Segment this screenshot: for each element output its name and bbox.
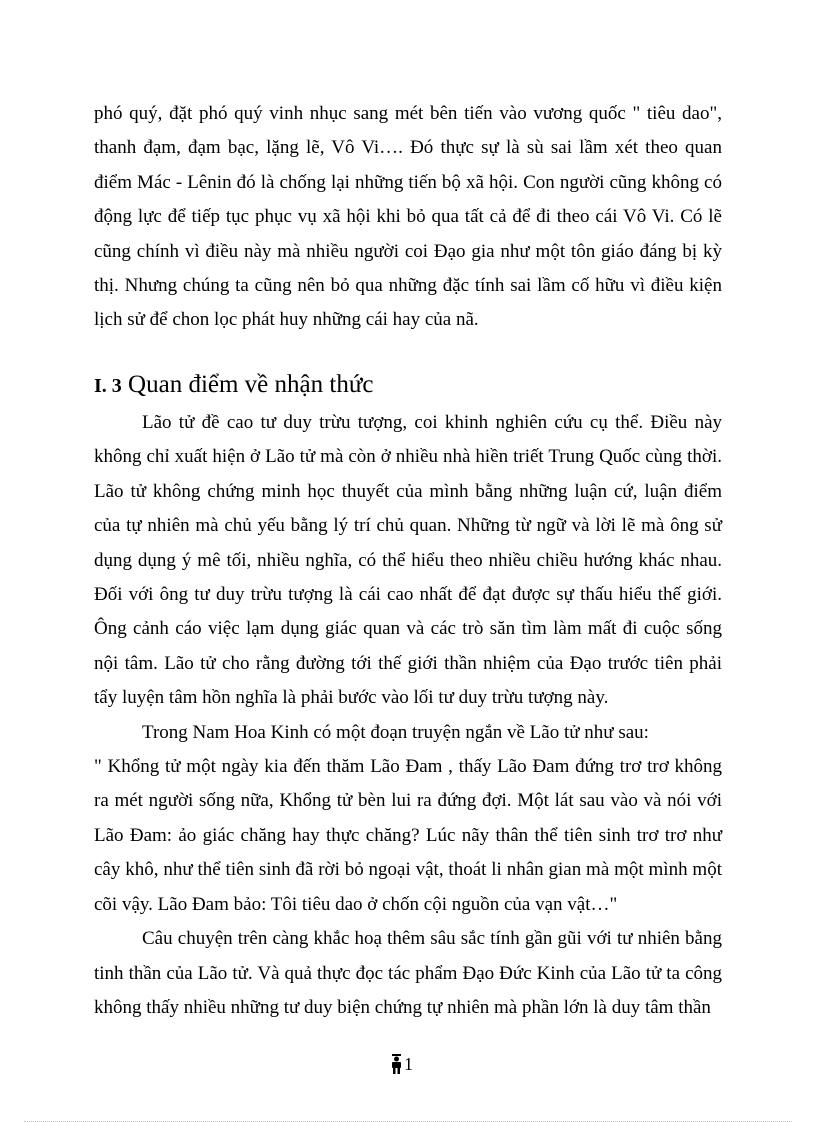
story-intro-paragraph: Trong Nam Hoa Kinh có một đoạn truyện ngắn về Lão tử như sau: [142,721,649,743]
section-body [94,406,722,1025]
closing-paragraph: Câu chuyện trên càng khắc hoạ thêm sâu sắc tính gần gũi với tư nhiên bằng tinh thần của Lão tử. Và quả thực đọc tác phẩm Đạo Đức Kinh của Lão tử ta công không thấy nhiều những tư duy biện chứng tự nhiên mà phần lớn là duy tâm thần [94,928,722,1018]
section-paragraph: Lão tử đề cao tư duy trừu tượng, coi khinh nghiên cứu cụ thể. Điều này không chỉ xuất hiện ở Lão tử mà còn ở nhiều nhà hiền triết Trung Quốc cùng thời. Lão tử không chứng minh học thuyết của mình bằng những luận cứ, luận điểm của tự nhiên mà chủ yếu bằng lý trí chủ quan. Những từ ngữ và lời lẽ mà ông sử dụng dụng ý mê tối, nhiều nghĩa, có thể hiểu theo nhiều chiều hướng khác nhau. Đối với ông tư duy trừu tượng là cái cao nhất để đạt được sự thấu hiểu thế giới. Ông cảnh cáo việc lạm dụng giác quan và các trò săn tìm làm mất đi cuộc sống nội tâm. Lão tử cho rằng đường tới thế giới thần nhiệm của Đạo trước tiên phải tẩy luyện tâm hồn nghĩa là phải bước vào lối tư duy trừu tượng này. [94,412,722,709]
person-icon [390,1054,403,1074]
intro-paragraph: phó quý, đặt phó quý vinh nhục sang mét bên tiến vào vương quốc " tiêu dao", thanh đạm, đạm bạc, lặng lẽ, Vô Vi…. Đó thực sự là sù sai lầm xét theo quan điểm Mác - Lênin đó là chống lại những tiến bộ xã hội. Con người cũng không có động lực để tiếp tục phục vụ xã hội khi bỏ qua tất cả để đi theo cái Vô Vi. Có lẽ cũng chính vì điều này mà nhiều người coi Đạo gia như một tôn giáo đáng bị kỳ thị. Nhưng chúng ta cũng nên bỏ qua những đặc tính sai lầm cố hữu vì điều kiện lịch sử để chon lọc phát huy những cái hay của nã. [94,103,722,331]
page-footer [390,1052,413,1074]
section-number: I. 3 [94,375,122,397]
intro-text-block [94,97,722,338]
section-title: Quan điểm về nhận thức [128,371,374,398]
page-number: 1 [404,1054,413,1074]
page-bottom-border [24,1121,792,1122]
quote-paragraph: " Khổng tử một ngày kia đến thăm Lão Đam , thấy Lão Đam đứng trơ trơ không ra mét người sống nữa, Khổng tử bèn lui ra đứng đợi. Một lát sau vào và nói với Lão Đam: ảo giác chăng hay thực chăng? Lúc nãy thân thể tiên sinh trơ trơ như cây khô, như thể tiên sinh đã rời bỏ ngoại vật, thoát li nhân gian mà một mình một cõi vậy. Lão Đam bảo: Tôi tiêu dao ở chốn cội nguồn của vạn vật…" [94,756,722,915]
section-heading [94,368,373,403]
